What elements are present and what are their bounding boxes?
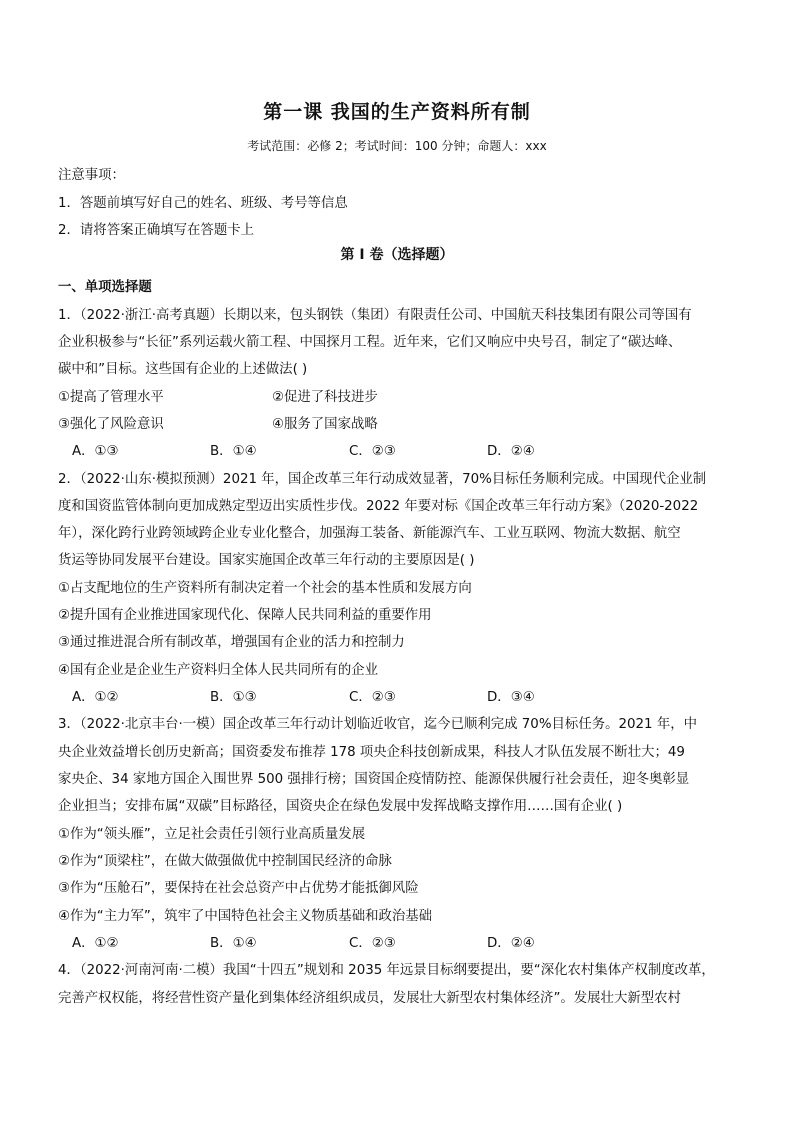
note-item: 1．答题前填写好自己的姓名、班级、考号等信息	[58, 196, 348, 211]
question-2-line: 2．（2022·山东·模拟预测）2021 年，国企改革三年行动成效显著，70%目标任务顺利完成。中国现代企业制	[58, 472, 707, 487]
question-2-answer: D．③④	[487, 690, 535, 705]
part-title: 一、单项选择题	[58, 280, 152, 295]
question-4-line: 4．（2022·河南河南·二模）我国“十四五”规划和 2035 年远景目标纲要提出，要“深化农村集体产权制度改革，	[58, 963, 715, 978]
question-1-option: ③强化了风险意识	[58, 417, 164, 432]
question-1-answer: A．①③	[72, 444, 119, 459]
question-2-option: ②提升国有企业推进国家现代化、保障人民共同利益的重要作用	[58, 608, 432, 623]
question-1-option: ①提高了管理水平	[58, 390, 164, 405]
question-3-option: ①作为“领头雁”，立足社会责任引领行业高质量发展	[58, 827, 366, 842]
question-3-option: ③作为“压舱石”，要保持在社会总资产中占优势才能抵御风险	[58, 881, 419, 896]
page-title: 第一课 我国的生产资料所有制	[263, 101, 531, 123]
question-2-option: ③通过推进混合所有制改革，增强国有企业的活力和控制力	[58, 635, 405, 650]
question-2-answer: C．②③	[349, 690, 396, 705]
question-3-line: 企业担当；安排布属“双碳”目标路径，国资央企在绿色发展中发挥战略支撑作用……国有企业( )	[58, 799, 623, 814]
question-3-line: 家央企、34 家地方国企入围世界 500 强排行榜；国资国企疫情防控、能源保供履行社会责任，迎冬奥彰显	[58, 772, 690, 787]
question-4-line: 完善产权权能，将经营性资产量化到集体经济组织成员，发展壮大新型农村集体经济”。发展壮大新型农村	[58, 991, 681, 1006]
question-2-option: ④国有企业是企业生产资料归全体人民共同所有的企业	[58, 663, 378, 678]
question-3-line: 3．（2022·北京丰台·一模）国企改革三年行动计划临近收官，迄今已顺利完成 70%目标任务。2021 年，中	[58, 717, 697, 732]
question-2-line: 度和国资监管体制向更加成熟定型迈出实质性步伐。2022 年要对标《国企改革三年行动方案》（2020-2022	[58, 499, 699, 514]
question-1-answer: B．①④	[210, 444, 257, 459]
question-3-line: 央企业效益增长创历史新高；国资委发布推荐 178 项央企科技创新成果，科技人才队伍发展不断壮大；49	[58, 745, 685, 760]
question-1-option: ②促进了科技进步	[272, 390, 378, 405]
question-1-option: ④服务了国家战略	[272, 417, 378, 432]
notes-heading: 注意事项：	[58, 168, 125, 183]
question-2-answer: B．①③	[210, 690, 257, 705]
question-3-answer: D．②④	[487, 936, 535, 951]
question-3-answer: A．①②	[72, 936, 119, 951]
question-2-answer: A．①②	[72, 690, 119, 705]
question-1-line: 企业积极参与“长征”系列运载火箭工程、中国探月工程。近年来，它们又响应中央号召，制定了“碳达峰、	[58, 335, 682, 350]
question-3-answer: C．②③	[349, 936, 396, 951]
question-3-option: ④作为“主力军”，筑牢了中国特色社会主义物质基础和政治基础	[58, 909, 433, 924]
question-1-line: 碳中和”目标。这些国有企业的上述做法( )	[58, 362, 308, 377]
question-2-option: ①占支配地位的生产资料所有制决定着一个社会的基本性质和发展方向	[58, 581, 472, 596]
question-3-answer: B．①④	[210, 936, 257, 951]
question-2-line: 年），深化跨行业跨领域跨企业专业化整合，加强海工装备、新能源汽车、工业互联网、物流大数据、航空	[58, 526, 681, 541]
question-1-line: 1．（2022·浙江·高考真题）长期以来，包头钢铁（集团）有限责任公司、中国航天科技集团有限公司等国有	[58, 308, 692, 323]
section-title: 第 I 卷（选择题）	[340, 247, 454, 263]
question-1-answer: C．②③	[349, 444, 396, 459]
question-3-option: ②作为“顶梁柱”，在做大做强做优中控制国民经济的命脉	[58, 854, 392, 869]
question-2-line: 货运等协同发展平台建设。国家实施国企改革三年行动的主要原因是( )	[58, 553, 475, 568]
exam-info: 考试范围：必修 2；考试时间：100 分钟；命题人：xxx	[247, 139, 547, 153]
note-item: 2．请将答案正确填写在答题卡上	[58, 223, 254, 238]
question-1-answer: D．②④	[487, 444, 535, 459]
